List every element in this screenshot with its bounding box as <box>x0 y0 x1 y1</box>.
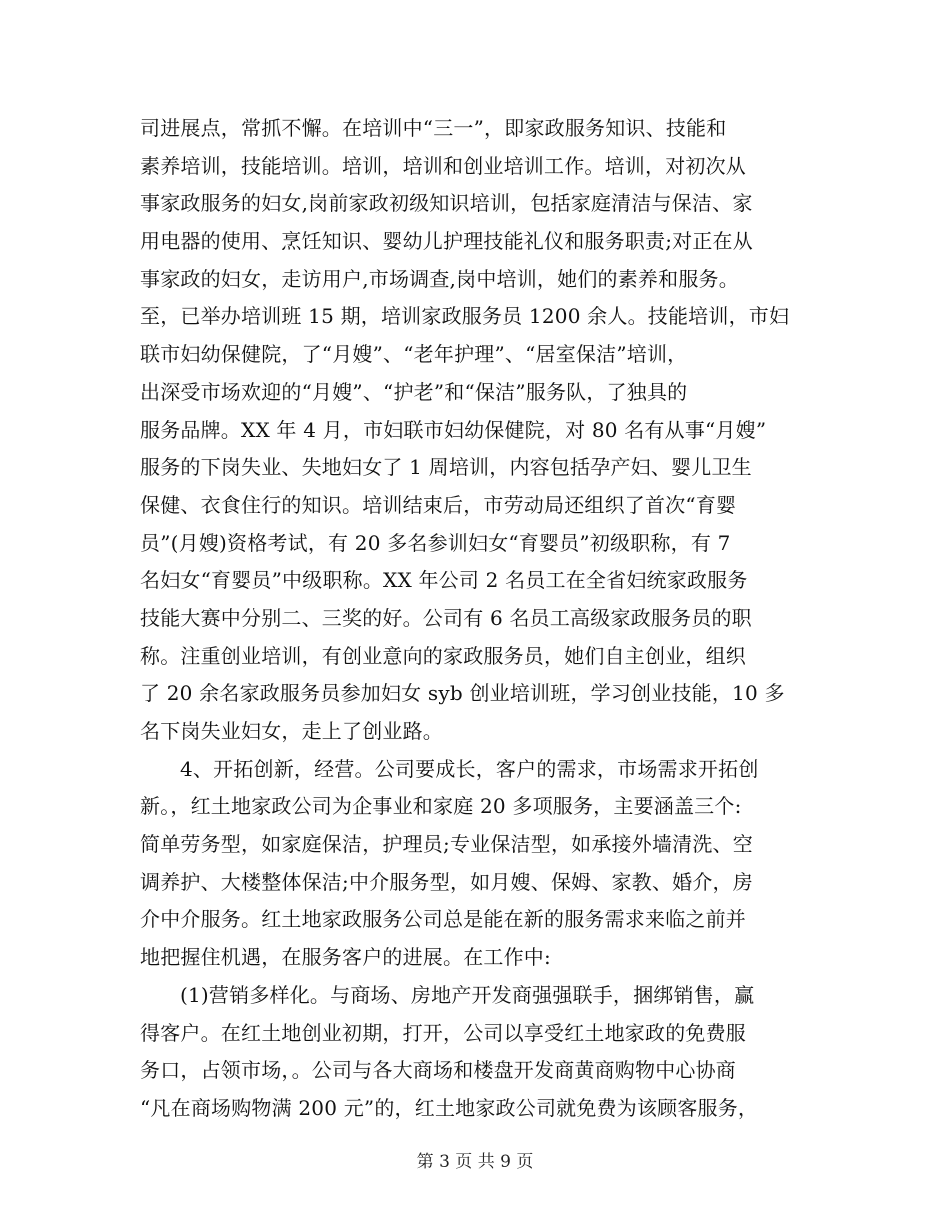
text-line: 技能大赛中分别二、三奖的好。公司有 6 名员工高级家政服务员的职 <box>140 605 752 630</box>
text-line: (1)营销多样化。与商场、房地产开发商强强联手，捆绑销售，赢 <box>180 982 755 1007</box>
text-line: 司进展点，常抓不懈。在培训中“三一”，即家政服务知识、技能和 <box>140 116 727 140</box>
text-line: 得客户。在红土地创业初期，打开，公司以享受红土地家政的免费服 <box>140 1020 746 1045</box>
text-line: 名妇女“育婴员”中级职称。XX 年公司 2 名员工在全省妇统家政服务 <box>140 568 748 593</box>
text-line: 事家政的妇女，走访用户,市场调查,岗中培训，她们的素养和服务。 <box>140 266 739 291</box>
text-line: 服务品牌。XX 年 4 月，市妇联市妇幼保健院，对 80 名有从事“月嫂” <box>140 417 767 442</box>
text-line: 员”(月嫂)资格考试，有 20 多名参训妇女“育婴员”初级职称，有 7 <box>140 530 731 555</box>
text-line: 服务的下岗失业、失地妇女了 1 周培训，内容包括孕产妇、婴儿卫生 <box>140 455 752 480</box>
text-line: 用电器的使用、烹饪知识、婴幼儿护理技能礼仪和服务职责;对正在从 <box>140 229 753 254</box>
text-line: 4、开拓创新，经营。公司要成长，客户的需求，市场需求开拓创 <box>180 756 759 781</box>
text-line: 简单劳务型，如家庭保洁，护理员;专业保洁型，如承接外墙清洗、空 <box>140 832 753 857</box>
text-line: 称。注重创业培训，有创业意向的家政服务员，她们自主创业，组织 <box>140 643 746 668</box>
text-line: 地把握住机遇，在服务客户的进展。在工作中: <box>140 945 551 970</box>
text-line: 保健、衣食住行的知识。培训结束后，市劳动局还组织了首次“育婴 <box>140 492 737 517</box>
text-line: 至，已举办培训班 15 期，培训家政服务员 1200 余人。技能培训，市妇 <box>140 304 790 329</box>
text-line: 务口，占领市场，。公司与各大商场和楼盘开发商黄商购物中心协商 <box>140 1058 736 1083</box>
text-line: 联市妇幼保健院，了“月嫂”、“老年护理”、“居室保洁”培训， <box>140 342 688 367</box>
text-line: 新。，红土地家政公司为企事业和家庭 20 多项服务，主要涵盖三个: <box>140 794 742 819</box>
text-line: 出深受市场欢迎的“月嫂”、“护老”和“保洁”服务队，了独具的 <box>140 379 688 404</box>
text-line: 调养护、大楼整体保洁;中介服务型，如月嫂、保姆、家教、婚介，房 <box>140 869 753 894</box>
text-line: 名下岗失业妇女，走上了创业路。 <box>140 719 443 743</box>
text-line: 素养培训，技能培训。培训，培训和创业培训工作。培训，对初次从 <box>140 153 746 178</box>
text-line: 介中介服务。红土地家政服务公司总是能在新的服务需求来临之前并 <box>140 907 746 932</box>
text-line: 了 20 余名家政服务员参加妇女 syb 创业培训班，学习创业技能，10 多 <box>140 681 785 706</box>
text-line: “凡在商场购物满 200 元”的，红土地家政公司就免费为该顾客服务， <box>140 1095 759 1120</box>
text-line: 事家政服务的妇女,岗前家政初级知识培训，包括家庭清洁与保洁、家 <box>140 191 753 216</box>
page-footer: 第 3 页 共 9 页 <box>416 1152 534 1172</box>
body-text <box>140 110 810 1128</box>
